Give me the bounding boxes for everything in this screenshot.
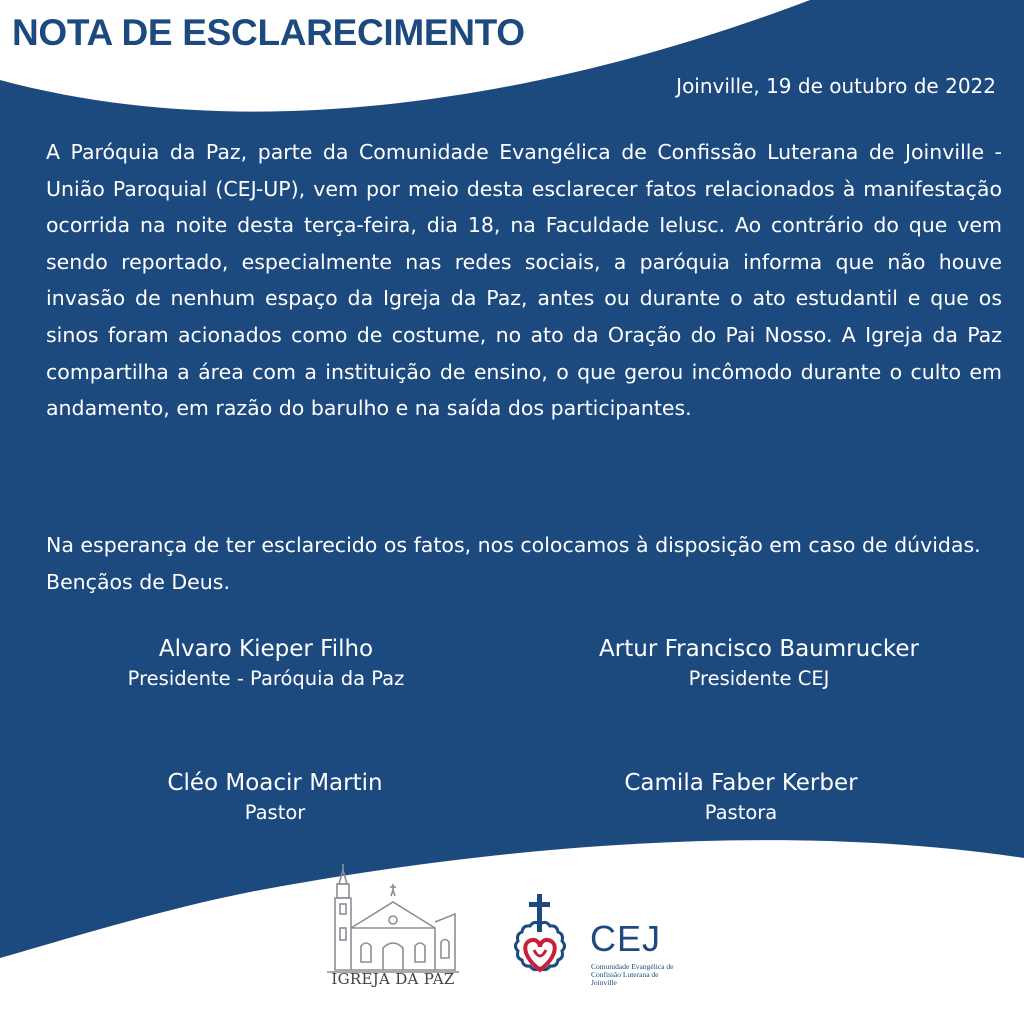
signatory-role: Pastor: [244, 801, 306, 824]
church-logo-label: IGREJA DA PAZ: [331, 970, 455, 988]
signatory-name: Camila Faber Kerber: [624, 770, 858, 796]
signature-block: [45, 768, 505, 828]
letter-closing: Na esperança de ter esclarecido os fatos, nos colocamos à disposição em caso de dúvidas. Bençãos de Deus.: [46, 533, 981, 594]
cross-heart-seal-icon: [498, 892, 582, 992]
signature-block: [511, 768, 971, 828]
cej-logo-acronym: CEJ: [590, 918, 662, 959]
page-title: NOTA DE ESCLARECIMENTO: [12, 12, 525, 53]
signatory-role: Presidente - Paróquia da Paz: [127, 667, 405, 690]
cej-logo-full-name: Comunidade Evangélica de Confissão Luterana de Joinville: [591, 962, 674, 987]
signatory-name: Cléo Moacir Martin: [167, 770, 383, 796]
letter-body: A Paróquia da Paz, parte da Comunidade Evangélica de Confissão Luterana de Joinville - União Paroquial (CEJ-UP), vem por meio desta esclarecer fatos relacionados à manifestação ocorrida na noite desta terça-feira, dia 18, na Faculdade Ielusc. Ao contrário do que vem sendo reportado, especialmente nas redes sociais, a paróquia informa que não houve invasão de nenhum espaço da Igreja da Paz, antes ou durante o ato estudantil e que os sinos foram acionados como de costume, no ato da Oração do Pai Nosso. A Igreja da Paz compartilha a área com a instituição de ensino, o que gerou incômodo durante o culto em andamento, em razão do barulho e na saída dos participantes.: [46, 140, 1002, 421]
signatory-role: Pastora: [704, 801, 778, 824]
signatory-name: Alvaro Kieper Filho: [158, 636, 374, 662]
letter-date: Joinville, 19 de outubro de 2022: [676, 74, 996, 98]
signature-block: [529, 634, 989, 694]
signatory-name: Artur Francisco Baumrucker: [599, 636, 919, 662]
signature-block: [36, 634, 496, 694]
signatory-role: Presidente CEJ: [688, 667, 830, 690]
